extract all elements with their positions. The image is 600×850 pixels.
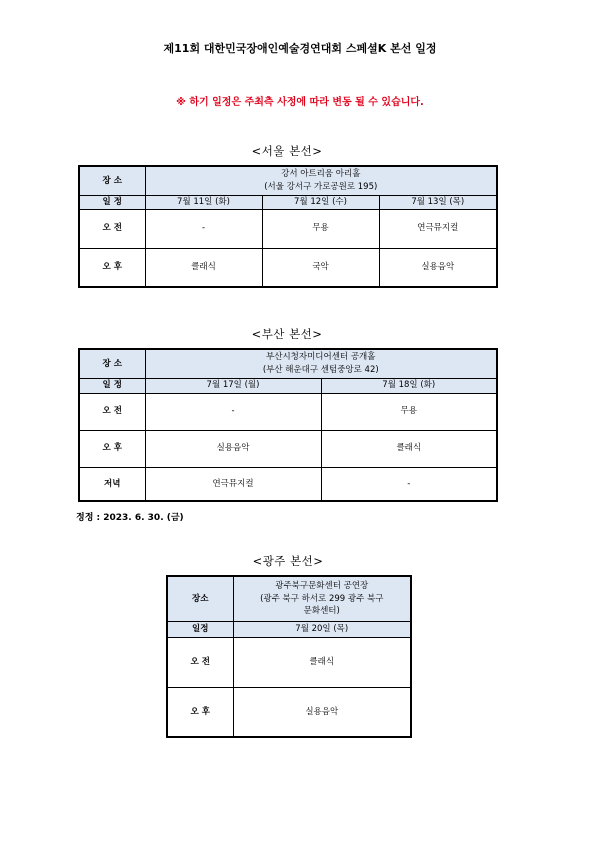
busan-morning-1: - — [145, 393, 321, 430]
gwangju-afternoon-label: 오 후 — [167, 687, 233, 737]
busan-date-2: 7월 18일 (화) — [321, 378, 497, 393]
seoul-heading: <서울 본선> — [251, 144, 323, 158]
busan-venue-address: (부산 해운대구 센텀중앙로 42) — [262, 364, 379, 375]
seoul-morning-2: 무용 — [262, 209, 379, 248]
seoul-schedule-table — [78, 165, 498, 288]
gwangju-venue-address: (광주 북구 하서로 299 광주 북구 — [260, 593, 384, 604]
busan-afternoon-label: 오 후 — [79, 430, 145, 467]
busan-evening-2: - — [321, 467, 497, 501]
seoul-afternoon-2: 국악 — [262, 248, 379, 287]
busan-date-1: 7월 17일 (월) — [145, 378, 321, 393]
seoul-afternoon-1: 클래식 — [145, 248, 262, 287]
busan-venue-label: 장 소 — [79, 349, 145, 378]
gwangju-heading: <광주 본선> — [252, 554, 324, 568]
gwangju-venue-name: 광주북구문화센터 공연장 — [275, 581, 369, 592]
seoul-date-1: 7월 11일 (화) — [145, 195, 262, 209]
document-title: 제11회 대한민국장애인예술경연대회 스페셜K 본선 일정 — [163, 42, 437, 55]
seoul-morning-1: - — [145, 209, 262, 248]
busan-heading: <부산 본선> — [251, 327, 323, 341]
busan-morning-label: 오 전 — [79, 393, 145, 430]
seoul-venue-name: 강서 아트리움 아리홀 — [281, 169, 361, 180]
gwangju-date: 7월 20일 (목) — [233, 621, 411, 637]
seoul-venue-label: 장 소 — [79, 166, 145, 195]
gwangju-date-label: 일정 — [167, 621, 233, 637]
gwangju-venue-label: 장소 — [167, 576, 233, 621]
correction-date: 정정 : 2023. 6. 30. (금) — [76, 513, 184, 523]
seoul-date-2: 7월 12일 (수) — [262, 195, 379, 209]
busan-afternoon-1: 실용음악 — [145, 430, 321, 467]
seoul-morning-label: 오 전 — [79, 209, 145, 248]
busan-evening-1: 연극뮤지컬 — [145, 467, 321, 501]
busan-morning-2: 무용 — [321, 393, 497, 430]
busan-schedule-table — [78, 348, 498, 502]
schedule-change-notice: ※ 하기 일정은 주최측 사정에 따라 변동 될 수 있습니다. — [176, 97, 424, 108]
seoul-afternoon-label: 오 후 — [79, 248, 145, 287]
seoul-afternoon-3: 실용음악 — [379, 248, 497, 287]
seoul-venue — [145, 166, 497, 195]
gwangju-afternoon: 실용음악 — [233, 687, 411, 737]
gwangju-morning: 클래식 — [233, 637, 411, 687]
gwangju-morning-label: 오 전 — [167, 637, 233, 687]
busan-venue-name: 부산시청자미디어센터 공개홀 — [266, 352, 376, 363]
busan-date-label: 일 정 — [79, 378, 145, 393]
gwangju-venue-address-cont: 문화센터) — [303, 605, 340, 616]
seoul-date-3: 7월 13일 (목) — [379, 195, 497, 209]
busan-venue — [145, 349, 497, 378]
gwangju-venue — [233, 576, 411, 621]
busan-evening-label: 저녁 — [79, 467, 145, 501]
gwangju-schedule-table — [166, 575, 412, 738]
seoul-date-label: 일 정 — [79, 195, 145, 209]
busan-afternoon-2: 클래식 — [321, 430, 497, 467]
seoul-morning-3: 연극뮤지컬 — [379, 209, 497, 248]
seoul-venue-address: (서울 강서구 가로공원로 195) — [264, 181, 378, 192]
